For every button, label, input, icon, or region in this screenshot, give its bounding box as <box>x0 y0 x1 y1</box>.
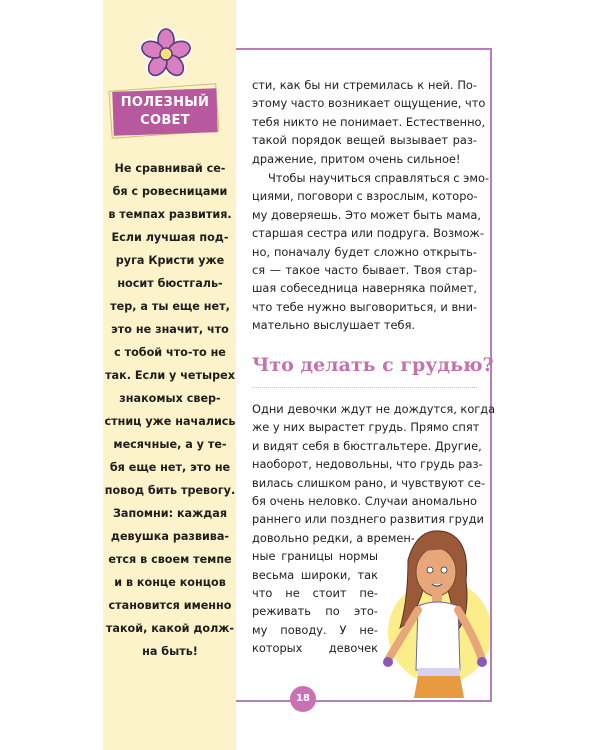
text-line: и в конце концов <box>114 576 226 589</box>
text-line: стниц уже начались <box>104 415 236 428</box>
text-line: бя с ровесницами <box>112 185 228 198</box>
text-line: такой порядок вещей вызывает раз- <box>252 133 477 148</box>
paragraph-1 <box>252 76 486 168</box>
section-heading: Что делать с грудью? <box>252 354 494 376</box>
text-line: девушка развива- <box>110 530 230 543</box>
text-line: циями, поговори с взрослым, которо- <box>252 189 478 204</box>
page-number: 18 <box>290 686 316 712</box>
text-line: же у них вырастет грудь. Прямо спят <box>252 420 480 435</box>
text-line: сти, как бы ни стремилась к ней. По- <box>252 78 477 92</box>
text-line: которых девочек <box>252 641 378 656</box>
text-line: тер, а ты еще нет, <box>110 300 230 313</box>
text-line: ные границы нормы <box>252 549 378 564</box>
text-line: тебя никто не понимает. Естественно, <box>252 114 486 129</box>
text-line: и видят себя в бюстгальтере. Другие, <box>252 438 482 453</box>
heading-divider <box>252 387 477 388</box>
text-line: довольно редки, а времен- <box>252 530 415 545</box>
text-line: повод бить тревогу. <box>104 484 236 497</box>
text-line: в темпах развития. <box>108 208 232 221</box>
text-line: шая собеседница наверняка поймет, <box>252 281 477 296</box>
tip-text <box>104 157 236 663</box>
text-line: Запомни: каждая <box>112 507 228 520</box>
text-line: старшая сестра или подруга. Возмож- <box>252 226 484 241</box>
text-line: знакомых свер- <box>119 392 221 405</box>
text-line: бя очень неловко. Случаи аномально <box>252 494 477 509</box>
useful-tip-label <box>113 90 217 134</box>
text-line: мательно выслушает тебя. <box>252 318 416 333</box>
text-line: что тебе нужно выговориться, и вни- <box>252 299 478 314</box>
text-line: руга Кристи уже <box>115 254 225 267</box>
text-line: му доверяешь. Это может быть мама, <box>252 207 482 222</box>
text-line: носит бюстгаль- <box>117 277 223 290</box>
text-line: ся — такое часто бывает. Твоя стар- <box>252 263 477 278</box>
label-line: ПОЛЕЗНЫЙ <box>120 95 210 110</box>
flower-icon <box>140 28 192 80</box>
text-line: это не значит, что <box>111 323 229 336</box>
text-line: бя еще нет, это не <box>109 461 231 474</box>
text-line: так. Если у четырех <box>105 369 235 382</box>
text-line: раннего или позднего развития груди <box>252 512 484 527</box>
text-line: Не сравнивай се- <box>114 162 226 175</box>
text-line: Чтобы научиться справляться с эмо- <box>268 171 490 185</box>
text-line: наоборот, недовольны, что грудь раз- <box>252 457 483 472</box>
text-line: му поводу. У не- <box>252 622 378 637</box>
label-line: СОВЕТ <box>140 113 190 128</box>
text-line: ется в своем темпе <box>108 553 232 566</box>
girl-illustration <box>378 520 490 698</box>
text-line: что не стоит пе- <box>252 586 378 601</box>
text-line: на быть! <box>142 645 198 658</box>
text-line: этому часто возникает ощущение, что <box>252 96 486 111</box>
text-line: становится именно <box>108 599 232 612</box>
text-line: с тобой что-то не <box>114 346 226 359</box>
text-line: весьма широки, так <box>252 567 378 582</box>
text-line: но, поначалу будет сложно открыть- <box>252 244 477 259</box>
text-line: дражение, притом очень сильное! <box>252 151 461 166</box>
text-line: Если лучшая под- <box>111 231 229 244</box>
text-line: Одни девочки ждут не дождутся, когда <box>252 402 496 416</box>
text-line: такой, какой долж- <box>105 622 235 635</box>
text-line: месячные, а у те- <box>113 438 227 451</box>
text-line: реживать по это- <box>252 604 378 619</box>
text-line: вилась слишком рано, и чувствуют се- <box>252 475 486 490</box>
paragraph-2 <box>252 169 490 335</box>
